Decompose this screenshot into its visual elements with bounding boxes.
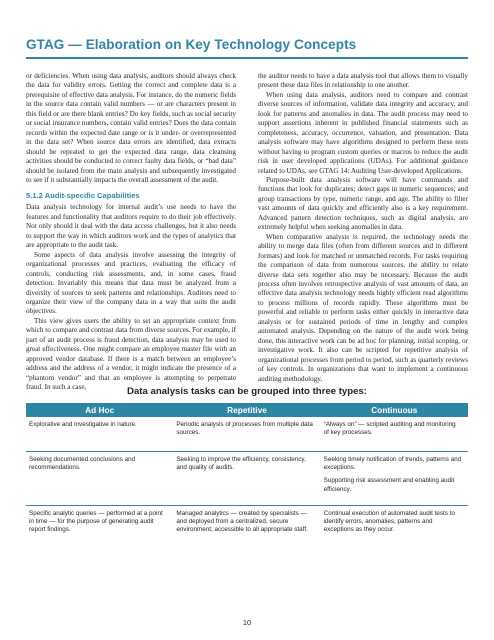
left-paragraph-3: Some aspects of data analysis involve assessing the integrity of organizational processes and practices, evaluating the efficacy of controls, conducting risk assessments, and, in some cases, fraud detection. Invariably this means that data must be analyzed from a diversity of sources to seek patterns and relationships. Auditors need to organize their view of the company data in a way that suits the audit objectives. [26,250,236,316]
table-row [26,417,468,452]
left-paragraph-2: Data analysis technology for internal audit’s use needs to have the features and functionality that auditors require to do their job effectively. Not only should it deal with the data access challenges, but it also needs to support the way in which auditors work and the types of analytics that are appropriate to the audit task. [26,203,236,250]
section-heading-audit-capabilities: 5.1.2 Audit-specific Capabilities [26,191,140,201]
table-cell-ad-hoc: Explorative and investigative in nature. [26,417,173,452]
right-paragraph-3: Purpose-built data analysis software will have commands and functions that look for duplicates; detect gaps in numeric sequences; and group transactions by type, numeric range, and age. The ability to filter vast amounts of data quickly and efficiently also is a key requirement. Advanced pattern detection techniques, such as digital analysis, are extremely helpful when seeking anomalies in data. [258,175,468,232]
table-row [26,452,468,506]
table-cell-text: Continual execution of automated audit tests to identify errors, anomalies, patterns and exceptions as they occur. [323,510,455,534]
table-cell-continuous [321,452,468,506]
column-header-continuous: Continuous [321,403,468,417]
column-header-ad-hoc: Ad Hoc [26,403,173,417]
table-cell-text: Supporting risk assessment and enabling audit efficiency. [323,477,455,493]
column-header-repetitive: Repetitive [173,403,320,417]
table-cell-ad-hoc: Seeking documented conclusions and recommendations. [26,452,173,506]
table-cell-text: Seeking timely notification of trends, patterns and exceptions. [323,456,462,472]
page-number: 10 [242,618,252,627]
left-text-column [26,72,236,393]
table-cell-repetitive: Seeking to improve the efficiency, consistency, and quality of audits. [173,452,320,506]
table-cell-ad-hoc: Specific analytic queries — performed at a point in time — for the purpose of generating audit report findings. [29,510,163,534]
tasks-table-title: Data analysis tasks can be grouped into three types: [127,386,367,397]
table-cell-continuous [321,417,468,452]
table-cell-continuous [321,506,468,550]
right-text-column [258,72,468,384]
right-paragraph-1: the auditor needs to have a data analysis tool that allows them to visually present these data files in relationship to one another. [258,72,468,90]
header-divider [26,57,468,59]
table-row [26,506,468,550]
left-paragraph-4: This view gives users the ability to set an appropriate context from which to compare and contrast data from diverse sources. For example, if part of an audit process is fraud detection, data analysis may be used to great effectiveness. One might compare an employee master file with an approved vendor database. If there is a match between an employee’s address and the address of a vendor, it might indicate the presence of a “phantom vendor” and that an employee is attempting to perpetrate fraud. In such a case, [26,316,236,392]
data-analysis-tasks-table [26,403,468,549]
table-cell-repetitive: Managed analytics — created by specialists — and deployed from a centralized, secure environment, accessible to all appropriate staff. [176,510,308,534]
right-paragraph-4: When comparative analysis is required, the technology needs the ability to merge data files (often from different sources and in different formats) and look for matched or unmatched records. For tasks requiring the comparison of data from numerous sources, the ability to relate diverse data sets together also may be necessary. Because the audit process often involves retrospective analysis of vast amounts of data, an effective data analysis technology needs highly efficient read algorithms to process millions of records rapidly. These algorithms must be powerful and reliable to perform tasks either quickly in interactive data analysis or for sustained periods of time in lengthy and complex automated analysis. Depending on the nature of the audit work being done, this interactive work can be ad hoc for planning, initial scoping, or investigative work. It also can be scripted for repetitive analysis of organizational processes from period to period, such as quarterly reviews of key controls. In organizations that want to implement a continuous auditing methodology, [258,232,468,383]
left-paragraph-1: or deficiencies. When using data analysis, auditors should always check the data for validity errors. Getting the correct and complete data is a prerequisite of effective data analysis. For instance, do the numeric fields in the source data contain valid numbers — or are characters present in this field or are there blank entries? Do key fields, such as social security or social insurance numbers, contain valid entries? Does the data contain records within the expected date range or is it under- or overrepresented in the data set? When source data errors are identified, data extracts should be repeated to get the expected data range, data cleansing activities should be conducted to correct faulty data fields, or “bad data” should be isolated from the main analysis and subsequently investigated to see if it substantially impacts the overall assessment of the audit. [26,72,236,184]
right-paragraph-2: When using data analysis, auditors need to compare and contrast diverse sources of information, validate data integrity and accuracy, and look for patterns and anomalies in data. The audit process may need to support assertions inherent in published financial statements such as completeness, accuracy, occurrence, valuation, and presentation. Data analysis software may have algorithms designed to perform these tests without having to program custom queries or macros to reduce the audit risk in user developed applications (UDAs). For additional guidance related to UDAs, see GTAG 14: Auditing User-developed Applications. [258,90,468,175]
table-header-row [26,403,468,417]
page-header-title: GTAG — Elaboration on Key Technology Concepts [26,37,357,52]
table-cell-repetitive: Periodic analysis of processes from multiple data sources. [173,417,320,452]
table-cell-text: “Always on” — scripted auditing and monitoring of key processes. [323,421,456,437]
